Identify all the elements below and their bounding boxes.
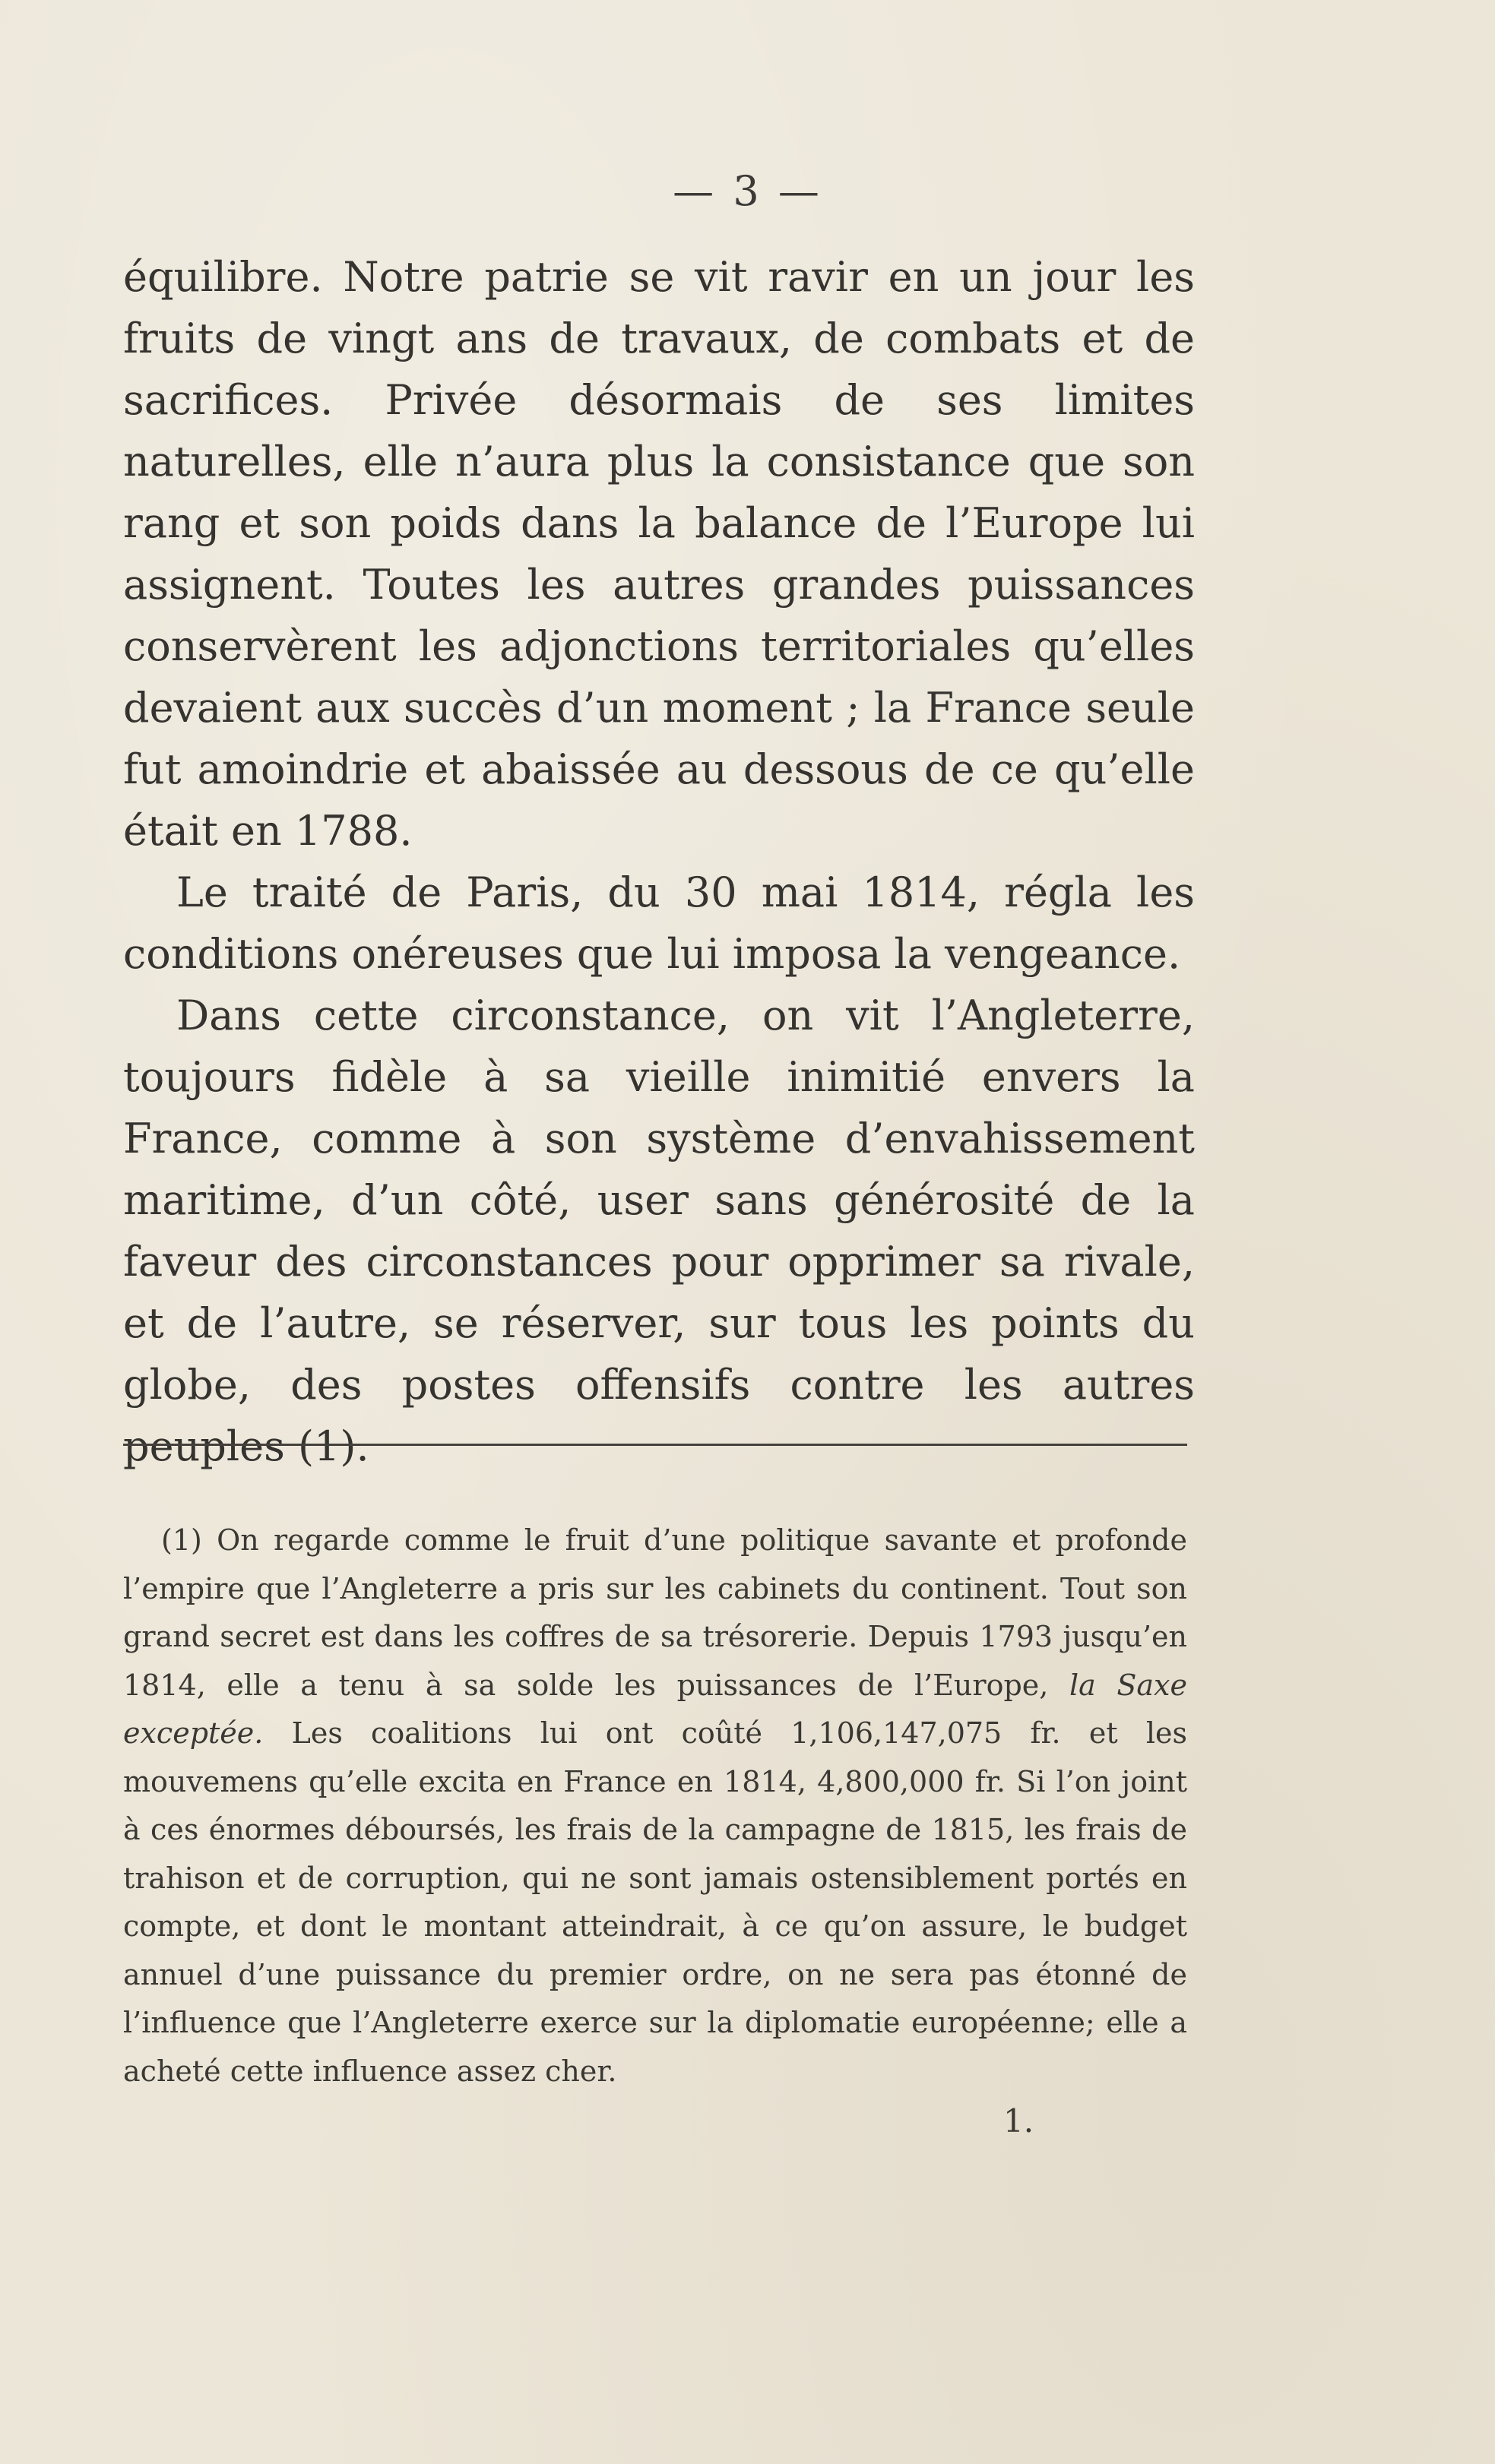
footnote-separator-rule — [123, 1444, 1187, 1446]
footnote — [123, 1517, 1187, 2096]
paragraph-1: équilibre. Notre patrie se vit ravir en un jour les fruits de vingt ans de travaux, de combats et de sacrifices. Privée désormais de ses limites naturelles, elle n’aura plus la consistance que son rang et son poids dans la balance de l’Europe lui assignent. Toutes les autres grandes puissances conservèrent les adjonctions territoriales qu’elles devaient aux succès d’un moment ; la France seule fut amoindrie et abaissée au dessous de ce qu’elle était en 1788. — [123, 253, 1195, 855]
footnote-italic-text: la Saxe exceptée. — [123, 1668, 1187, 1750]
footnote-text-part-1: (1) On regarde comme le fruit d’une politique savante et profonde l’empire que l’Angleterre a pris sur les cabinets du continent. Tout son grand secret est dans les coffres de sa trésorerie. Depuis 1793 jusqu’en 1814, elle a tenu à sa solde les puissances de l’Europe, — [123, 1523, 1187, 1702]
paragraph-3: Dans cette circonstance, on vit l’Angleterre, toujours fidèle à sa vieille inimitié envers la France, comme à son système d’envahissement maritime, d’un côté, user sans générosité de la faveur des circonstances pour opprimer sa rivale, et de l’autre, se réserver, sur tous les points du globe, des postes offensifs contre les autres peuples (1). — [123, 992, 1195, 1470]
footnote-text-part-2: Les coalitions lui ont coûté 1,106,147,075 fr. et les mouvemens qu’elle excita en France en 1814, 4,800,000 fr. Si l’on joint à ces énormes déboursés, les frais de la campagne de 1815, les frais de trahison et de corruption, qui ne sont jamais ostensiblement portés en compte, et dont le montant atteindrait, à ce qu’on assure, le budget annuel d’une puissance du premier ordre, on ne sera pas étonné de l’influence que l’Angleterre exerce sur la diplomatie européenne; elle a acheté cette influence assez cher. — [123, 1716, 1187, 2088]
page-number: — 3 — — [673, 167, 822, 215]
footnote-paragraph — [123, 1517, 1187, 2096]
main-text — [123, 246, 1195, 1477]
paragraph-2: Le traité de Paris, du 30 mai 1814, régla les conditions onéreuses que lui imposa la vengeance. — [123, 868, 1195, 978]
signature-mark: 1. — [1003, 2102, 1034, 2140]
